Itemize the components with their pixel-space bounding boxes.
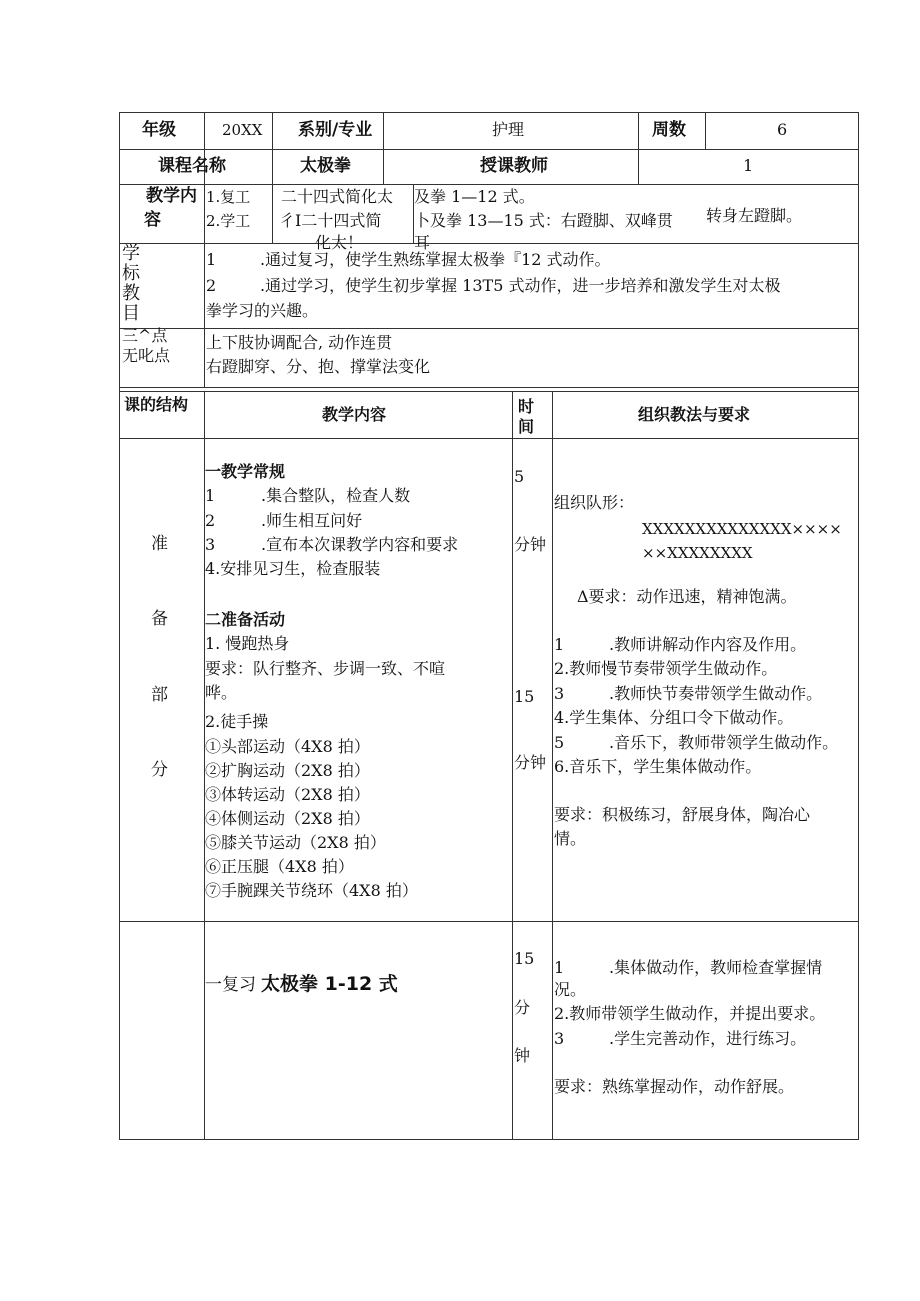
content-col-b-line1: 二十四式简化太 [281, 187, 394, 206]
content-col-c-line1: 及拳 1—12 式。 [414, 187, 535, 206]
exercise-2: ②扩胸运动（2X8 拍） [205, 761, 370, 780]
method-1-text: .教师讲解动作内容及作用。 [609, 635, 807, 654]
method-5-num: 5 [554, 733, 565, 752]
dept-value: 护理 [492, 120, 525, 139]
review-m3-num: 3 [554, 1029, 565, 1048]
time-header-line1: 时 [518, 397, 535, 416]
content-header: 教学内容 [322, 405, 387, 424]
content-col-d: 转身左蹬脚。 [706, 206, 803, 225]
review-time-num: 15 [514, 949, 535, 968]
method-1-num: 1 [554, 635, 565, 654]
jog-req-line1: 要求：队行整齐、步调一致、不喧 [205, 659, 446, 678]
review-methods [553, 922, 858, 1139]
goal-2-text: .通过学习，使学生初步掌握 13T5 式动作，进一步培养和激发学生对太极 [260, 276, 781, 295]
method-6-text: 6.音乐下，学生集体做动作。 [554, 757, 762, 776]
content-label-line2: 容 [144, 210, 161, 230]
formation-line1: XXXXXXXXXXXXXX×××× [642, 520, 842, 538]
method-2-text: 2.教师慢节奏带领学生做动作。 [554, 659, 778, 678]
content-col-b-line3: 化太！ [315, 233, 364, 252]
prep-side-char-1: 准 [151, 534, 168, 554]
grade-label: 年级 [142, 120, 176, 140]
method-header: 组织教法与要求 [638, 405, 751, 424]
prep-side-char-2: 备 [151, 609, 168, 629]
exercise-3: ③体转运动（2X8 拍） [205, 785, 370, 804]
review-main: 太极拳 1-12 式 [261, 973, 398, 995]
time-header-line2: 间 [518, 417, 535, 436]
content-col-c-line2: 卜及拳 13—15 式：右蹬脚、双峰贯 [414, 211, 673, 230]
content-col-a-line1: 1.复工 [206, 188, 251, 206]
routine-1-text: .集合整队，检查人数 [261, 486, 411, 505]
goals-label-char-3: 教 [122, 283, 140, 304]
review-time-unit1: 分 [514, 998, 531, 1017]
prep-time1-unit: 分钟 [514, 535, 547, 554]
method-4-text: 4.学生集体、分组口令下做动作。 [554, 708, 794, 727]
method-3-num: 3 [554, 684, 565, 703]
content-col-b [273, 185, 412, 252]
prep-side-char-4: 分 [151, 760, 168, 780]
review-prefix: 一复习 [205, 975, 256, 995]
course-value: 太极拳 [300, 156, 351, 176]
prep-heading-warmup: 二准备活动 [205, 610, 286, 629]
method-req-line1: 要求：积极练习，舒展身体，陶冶心 [554, 805, 811, 824]
course-label: 课程名称 [158, 156, 226, 176]
keypoint-line1: 上下肢协调配合, 动作连贯 [206, 333, 393, 352]
prep-time1-num: 5 [514, 467, 525, 486]
goal-2-num: 2 [206, 276, 217, 295]
goal-1-text: .通过复习，使学生熟练掌握太极拳『12 式动作。 [260, 250, 611, 269]
keypoints-label [120, 326, 204, 387]
jog-item: 1. 慢跑热身 [205, 634, 290, 653]
review-m1-text: .集体做动作，教师检查掌握情 [609, 958, 823, 977]
teacher-label: 授课教师 [480, 156, 548, 176]
formation-req: Δ要求：动作迅速，精神饱满。 [577, 587, 797, 606]
review-time-unit2: 钟 [514, 1046, 531, 1065]
prep-time [513, 439, 552, 921]
prep-content [205, 439, 511, 921]
grade-value: 20XX [222, 121, 263, 139]
exercise-7: ⑦手腕踝关节绕环（4X8 拍） [205, 881, 418, 900]
exercise-title: 2.徒手操 [205, 712, 269, 731]
prep-time2-num: 15 [514, 687, 535, 706]
teacher-value: 1 [743, 156, 754, 175]
method-3-text: .教师快节奏带领学生做动作。 [609, 684, 823, 703]
exercise-6: ⑥正压腿（4X8 拍） [205, 857, 354, 876]
content-col-b-line2: 彳I二十四式简 [279, 211, 382, 230]
prep-side-char-3: 部 [151, 685, 168, 705]
exercise-5: ⑤膝关节运动（2X8 拍） [205, 833, 386, 852]
weeks-value: 6 [777, 120, 788, 139]
routine-2-text: .师生相互问好 [261, 511, 363, 530]
goal-1-num: 1 [206, 250, 217, 269]
jog-req-line2: 哗。 [205, 683, 238, 702]
goals-label-char-2: 标 [122, 263, 140, 284]
content-col-c-line3: 耳 [414, 233, 431, 252]
routine-2-num: 2 [205, 511, 216, 530]
content-col-c [414, 185, 704, 252]
keypoints-label-line1: 三^点 [122, 326, 168, 345]
weeks-label: 周数 [652, 120, 686, 140]
routine-3-num: 3 [205, 535, 216, 554]
routine-3-text: .宣布本次课教学内容和要求 [261, 535, 459, 554]
goal-2-cont: 拳学习的兴趣。 [206, 301, 319, 320]
content-col-a-line2: 2.学工 [206, 212, 251, 230]
review-content [205, 922, 511, 1139]
keypoints-label-line2: 无叱点 [122, 346, 171, 365]
exercise-4: ④体侧运动（2X8 拍） [205, 809, 370, 828]
content-label-line1: 教学内 [146, 186, 197, 206]
goals-label-char-1: 学 [122, 243, 140, 264]
prep-methods [553, 439, 858, 921]
method-req-line2: 情。 [554, 829, 587, 848]
goals-label [120, 244, 204, 328]
dept-label: 系别/专业 [298, 120, 373, 140]
structure-header: 课的结构 [124, 395, 189, 414]
formation-line2: ××XXXXXXXX [642, 544, 753, 562]
review-m1-num: 1 [554, 958, 565, 977]
routine-4: 4.安排见习生，检查服装 [205, 559, 381, 578]
prep-time2-unit: 分钟 [514, 753, 547, 772]
prep-heading-routine: 一教学常规 [205, 462, 286, 481]
review-m1-cont: 况。 [554, 980, 587, 999]
goals-label-char-4: 目 [122, 303, 140, 324]
review-req: 要求：熟练掌握动作，动作舒展。 [554, 1077, 795, 1096]
review-m3-text: .学生完善动作，进行练习。 [609, 1029, 807, 1048]
routine-1-num: 1 [205, 486, 216, 505]
exercise-1: ①头部运动（4X8 拍） [205, 737, 370, 756]
formation-label: 组织队形： [554, 493, 635, 512]
method-5-text: .音乐下，教师带领学生做动作。 [609, 733, 839, 752]
review-m2: 2.教师带领学生做动作，并提出要求。 [554, 1004, 826, 1023]
keypoint-line2: 右蹬脚穿、分、抱、撑掌法变化 [206, 357, 431, 376]
review-time [513, 922, 552, 1139]
